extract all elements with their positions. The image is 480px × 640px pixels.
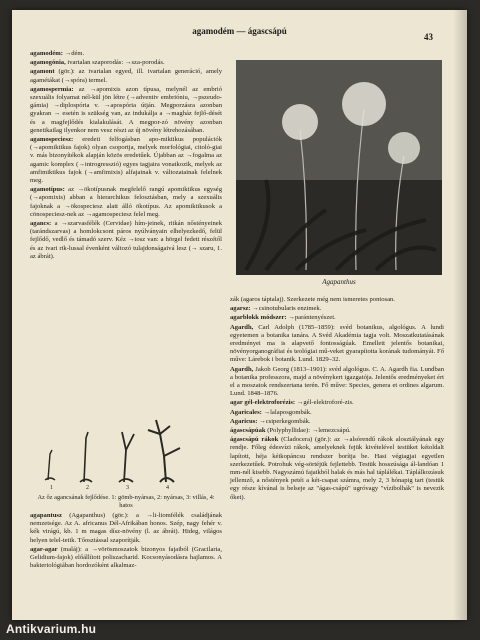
antler-stage-4 — [148, 420, 180, 482]
entry — [230, 296, 444, 304]
entry-text: →gél-elektroforé-zis. — [295, 399, 354, 407]
entry-headword: agamospermia: — [30, 85, 74, 93]
entry-headword: agarsz: — [230, 305, 251, 313]
agapanthus-photo — [236, 60, 442, 275]
entry — [230, 418, 444, 426]
entry — [230, 314, 444, 322]
entry-headword: agamogónia, — [30, 59, 66, 67]
page-number: 43 — [424, 32, 433, 42]
entry-headword: Agaricales: — [230, 408, 262, 416]
entry-headword: agapantusz — [30, 512, 62, 519]
entry-headword: ágascsápú rákok — [230, 436, 279, 444]
entry-text: a →szarvasfélék (Cervidae) hím-jeinek, ritkán nőstényeinek (tarándszarvas) a homlokcsont páros nyúlványain elhelyezkedő, felül fejlődő, vedlő és támadó szerv. Kéz →tosz van: a hörgel fedett részétől és az ivari rik-lussal évenként változó tulajdonságaivá lesz (→ szaru, 1. az ábrát). — [30, 220, 222, 260]
entry — [30, 186, 222, 219]
entry-text: az →ökotípusnak megfelelő rangú apomiktikus egység (→apomixis) abban a hierarchikus felosztásban, mely a szexuális fajoknak a →ökospeciesz alatt álló ökotípus. Az apomiktikusok a cönospeciesz-nek az →agamospeciesz felel meg. — [30, 186, 222, 218]
entry-text: →dém. — [62, 50, 85, 57]
figure-label: 2 — [86, 485, 89, 490]
entry-text: ivartalan szaporodás: →sza-porodás. — [65, 59, 165, 67]
entry-headword: Agaricus: — [230, 417, 258, 425]
entry — [30, 546, 222, 571]
figure-label: 1 — [50, 485, 53, 490]
entry — [230, 399, 444, 407]
entry-text: (Polyphyllidae): →lemezcsápú. — [265, 427, 351, 435]
entry-headword: agancs: — [30, 220, 52, 228]
entry — [30, 220, 222, 261]
dictionary-page — [12, 10, 467, 620]
watermark: Antikvarium.hu — [6, 622, 97, 636]
entry-headword: Agardh, — [230, 365, 254, 373]
entry — [30, 50, 222, 58]
entry-text: →csiperkegombák. — [257, 417, 311, 425]
entry-text: →lalaposgombák. — [261, 408, 312, 416]
entry-headword: ágascsápúak — [230, 427, 266, 435]
figure-label: 3 — [126, 485, 129, 490]
entry-text: (gör.): az ivartalan egyed, ill. ivartalan generáció, amely agamétákat (→spóra) termel. — [30, 68, 222, 84]
figure-caption: Az őz agancsának fejlődése. 1: gömb-nyársas, 2: nyársas, 3: villás, 4: hatos — [37, 494, 215, 509]
left-column-continued — [30, 512, 222, 571]
entry-headword: Agardh, — [230, 323, 254, 331]
entry-headword: agarblokk módszer: — [230, 314, 287, 322]
entry-headword: agamodém: — [30, 50, 63, 57]
entry-text: (Agapanthus) (gör.): a →li-liomfélék családjának nemzetsége. Az A. africanus Dél-Afrikában honos. Szép, nagy fehér v. kék virágú, kb. 1 m magas dísz-növény (l. az ábrát). Hideg, világos helyen telel-tetik. Tőosztással szaporítják. — [30, 512, 222, 544]
entry — [30, 59, 222, 67]
entry — [230, 409, 444, 417]
entry-headword: agamospeciesz: — [30, 136, 74, 144]
entry — [230, 436, 444, 502]
entry-headword: agamotípus: — [30, 186, 65, 194]
antler-stage-1 — [45, 450, 55, 480]
agapanthus-illustration — [236, 60, 442, 275]
antler-development-figure — [36, 410, 216, 490]
plate-caption: Agapanthus — [322, 278, 356, 286]
entry — [30, 136, 222, 185]
antler-stage-3 — [119, 432, 134, 482]
right-column — [230, 296, 444, 503]
entry-text: (maláj): a →vörösmoszatok bizonyos fajaiból (Gracilaria, Gelidium-fajok) előállított poliszacharid. Kocsonyásodásra hajlamos. A bakteriológiában hordozóként alkalmaz- — [30, 545, 222, 570]
entry-text: →csinotubularis enzimek. — [250, 305, 322, 313]
entry-text: Jakob Georg (1813–1901): svéd algológus. C. A. Agardh fia. Lundban a botanika professzora, majd a növénykert igazgatója. Jelentős eredményeket ért el a moszatok rendszertana terén. Fő műve: Species, genera et ordines algarum. Lund. 1848–1876. — [230, 365, 444, 398]
left-column — [30, 50, 222, 262]
entry-headword: agamont — [30, 68, 55, 76]
entry-headword: agar gél-elektroforézis: — [230, 399, 296, 407]
entry-headword: agar-agar — [30, 545, 58, 553]
entry — [230, 324, 444, 365]
entry-text: eredeti felfogásban apo-miktikus populációk (→apomiktikus fajok) olyan csoportja, melyek morfológiai, citoló-giai v. más bizonyítékok alapján közös eredetűek. Újabban az →fogalma az agamic komplex (→introgresszió) egyes tagjaira vonatkozik, melyek az amfimiktikus fajok (→amfimixis) alfajainak v. változatainak felelnek meg. — [30, 136, 222, 185]
entry — [30, 86, 222, 135]
figure-label: 4 — [166, 485, 169, 490]
entry-text: (Cladocera) (gör.): az →alsórendű rákok alosztályának egy rendje. Főleg édesvízi rákok, amelyeknek fejük kivételével testüket kétoldalt lapított, héja kétkopáncsu rendszer borítja be. Hasi végtagjai egyetlen szerkezetűek. Potrohuk vég-sörtéjük fejlettebb. Testük hosszúsága ál-landóan 1 mm-nél kisebb. Nagyszámú fajaikból halak és más hal táplálékai. Táplálkozásuk jellemző, a nőstények petéi a két-csapat számra, mely 2, 3 hónapig tart (testük egy része kívánal is belseje az "ágas-csápú" ugróvagy "vízibolhák" is nevezik őket). — [230, 436, 444, 501]
entry-text: Carl Adolph (1785–1859): svéd botanikus, algológus. A lundi egyetemen a botanika tanára. A Svéd Akadémia tagja volt. Moszatkutatásának eredményei ma is alapvető fontosságúak. Emellett jelentős botanikai, növényorganográfiai és teológiai mű-veket gyarapította korának tudományát. Fő műve: Lárebok i botanik. Lund. 1829–32. — [230, 323, 444, 364]
entry-text: az →apomixis azon típusa, melynél az embrió szexuális folyamat nél-kül jön létre (→adventiv embrióniu, →pszeudo-gámia) →diplospória v. →apospória útján. Megporzásra azonban gyakran → esetén is szükség van, az indukálja a →magház fejlő-dését és a magfejlődés kialakulását. A megpor-zó növény azonban genetikailag ilyenkor nem vesz részt az új növény létrehozásában. — [30, 85, 222, 134]
antler-stage-2 — [80, 432, 92, 482]
entry-text: zák (agaros táptalaj). Szerkezete még nem ismeretes pontosan. — [230, 296, 395, 303]
entry — [30, 512, 222, 545]
entry — [30, 68, 222, 84]
entry — [230, 305, 444, 313]
entry-text: →parántenyészet. — [286, 314, 336, 322]
running-head: agamodém — ágascsápú — [192, 26, 287, 36]
entry — [230, 366, 444, 399]
entry — [230, 427, 444, 435]
